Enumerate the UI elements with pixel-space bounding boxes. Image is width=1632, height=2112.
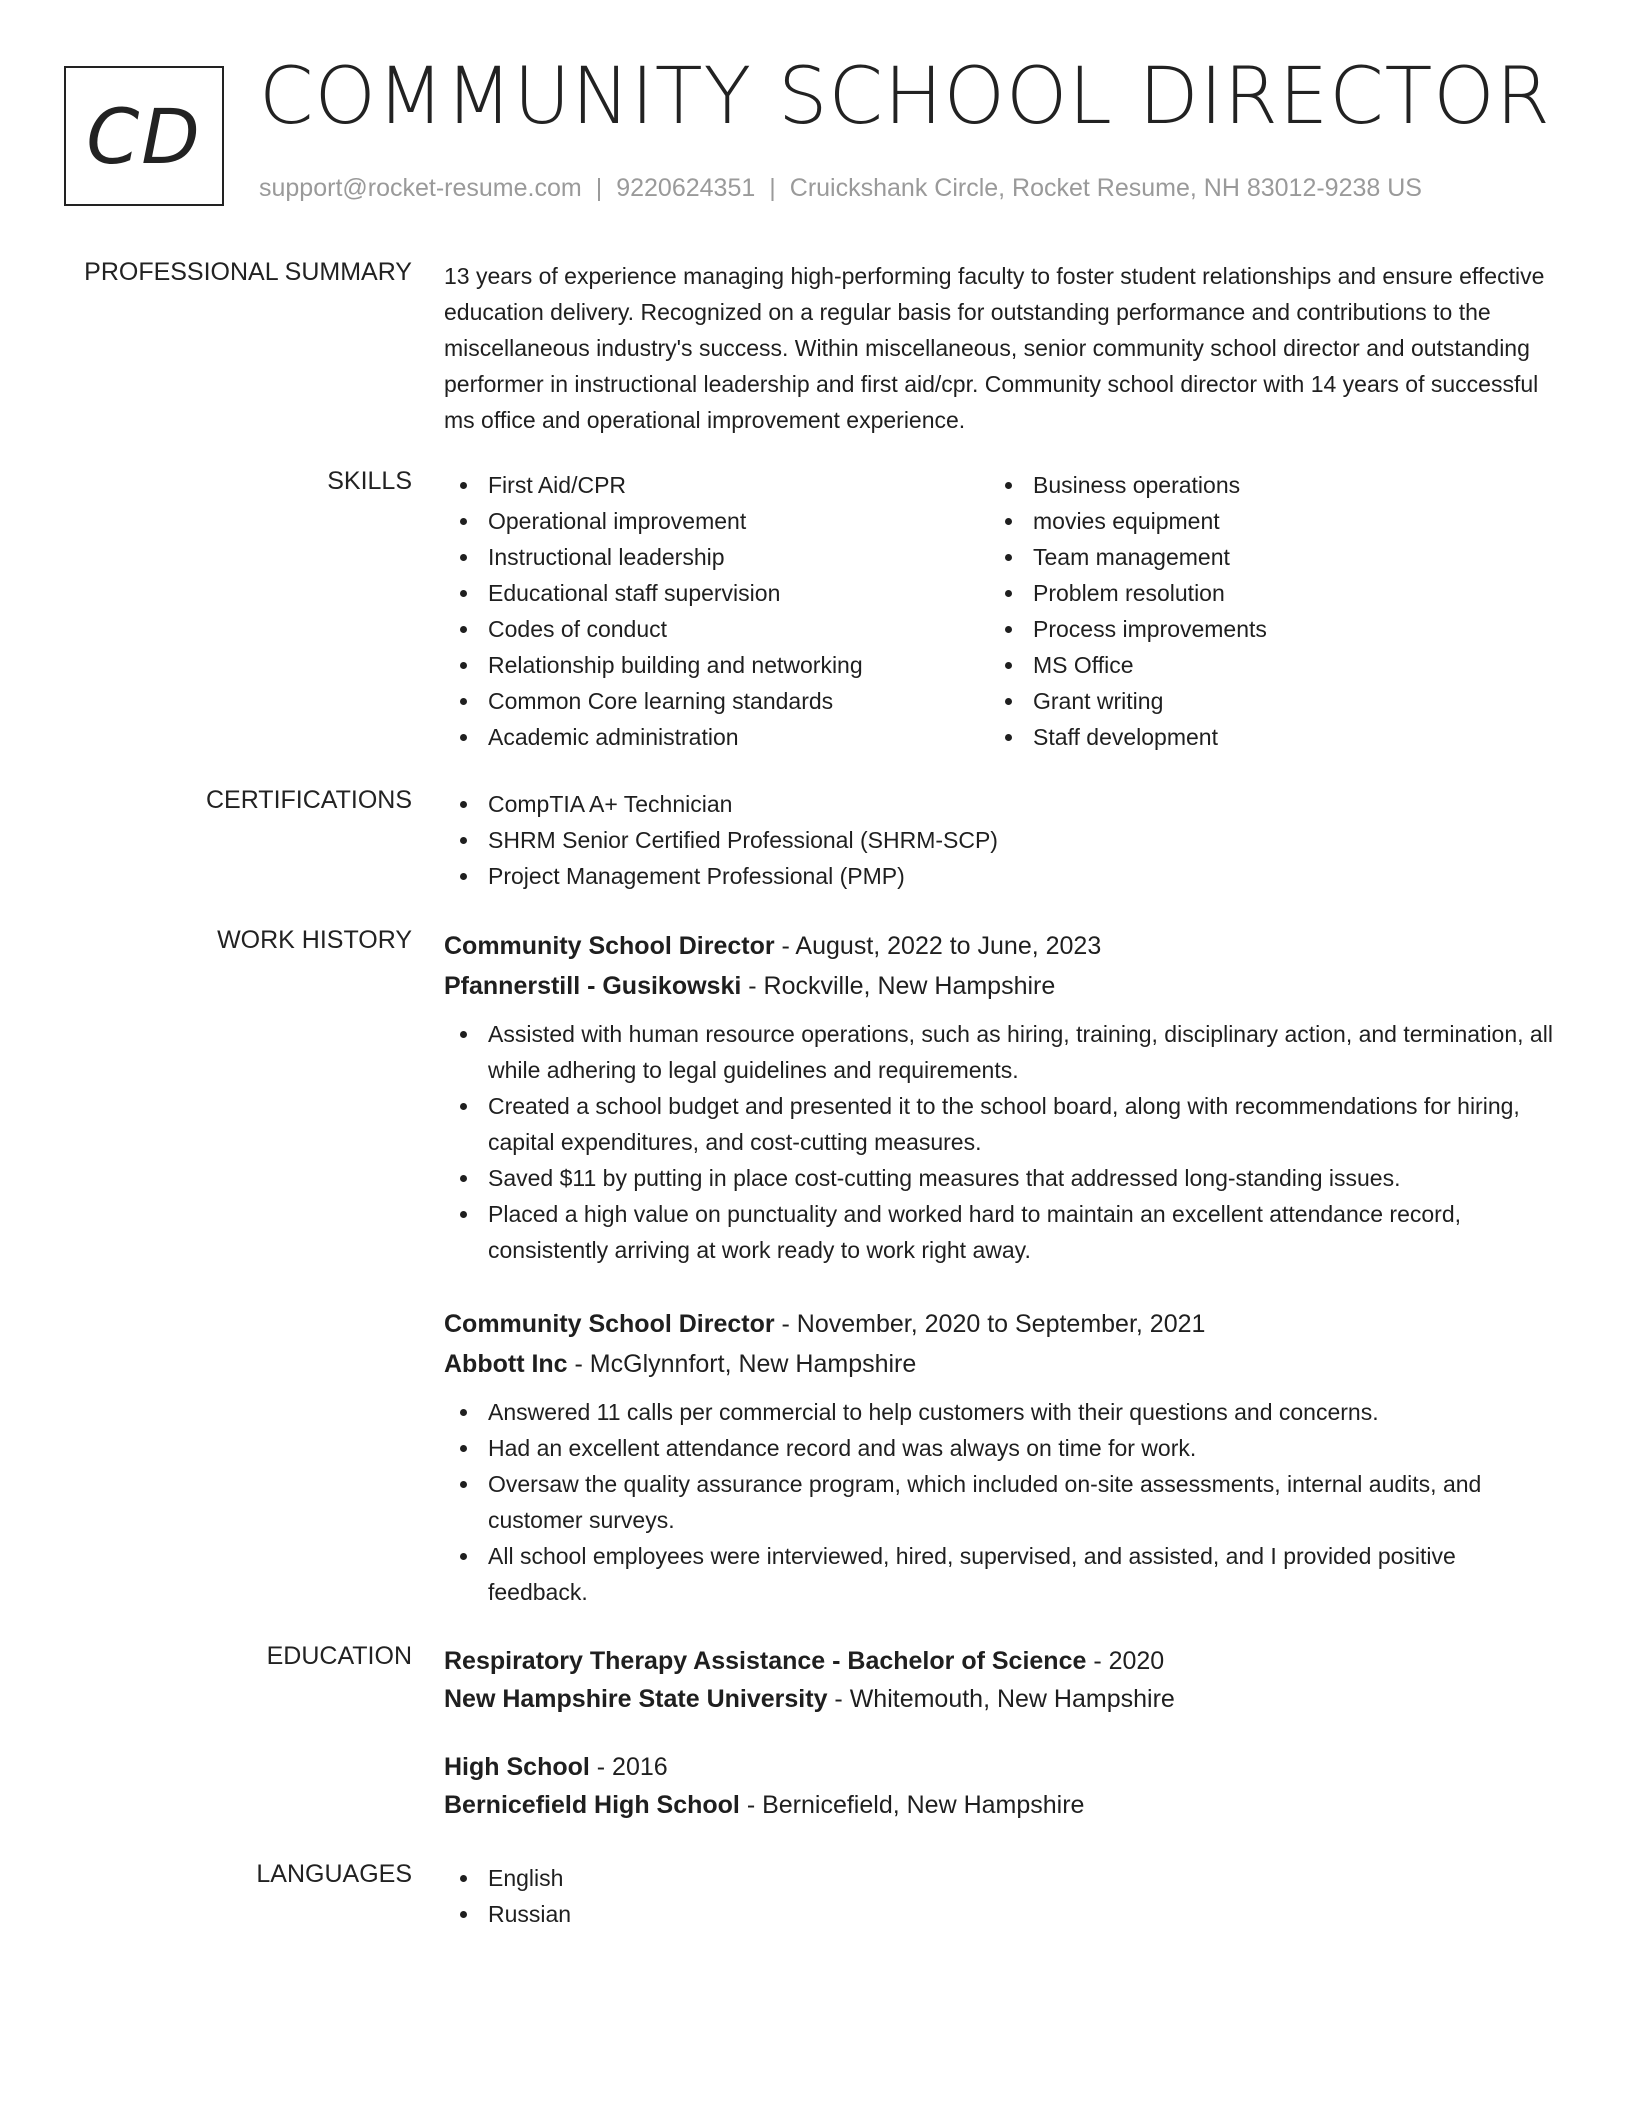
list-item: Problem resolution xyxy=(989,575,1534,611)
list-item: Academic administration xyxy=(444,719,989,755)
job-location: - McGlynnfort, New Hampshire xyxy=(567,1350,917,1378)
school: Bernicefield High School xyxy=(444,1791,740,1819)
school-line xyxy=(444,1786,1554,1824)
list-item: Educational staff supervision xyxy=(444,575,989,611)
job-bullets xyxy=(444,1016,1554,1268)
job-title: Community School Director xyxy=(444,1310,775,1338)
list-item: All school employees were interviewed, hired, supervised, and assisted, and I provided positive feedback. xyxy=(444,1538,1554,1610)
degree-year: - 2020 xyxy=(1086,1647,1165,1675)
list-item: MS Office xyxy=(989,647,1534,683)
job-title: Community School Director xyxy=(444,932,775,960)
job-dates: - November, 2020 to September, 2021 xyxy=(774,1310,1206,1338)
section-label-summary: PROFESSIONAL SUMMARY xyxy=(84,258,412,286)
job-dates: - August, 2022 to June, 2023 xyxy=(774,932,1102,960)
degree-year: - 2016 xyxy=(589,1753,668,1781)
list-item: Relationship building and networking xyxy=(444,647,989,683)
school-location: - Whitemouth, New Hampshire xyxy=(827,1685,1175,1713)
list-item: SHRM Senior Certified Professional (SHRM-SCP) xyxy=(444,822,1554,858)
degree-line xyxy=(444,1642,1554,1680)
job-company: Pfannerstill - Gusikowski xyxy=(444,972,742,1000)
section-label-education: EDUCATION xyxy=(266,1642,412,1670)
job-company-line xyxy=(444,1344,1554,1384)
skills-list-left xyxy=(444,467,989,755)
education-entry xyxy=(444,1642,1554,1718)
contact-line xyxy=(259,174,1422,203)
list-item: Staff development xyxy=(989,719,1534,755)
monogram: CD xyxy=(64,66,224,206)
degree: High School xyxy=(444,1753,590,1781)
section-label-work-history: WORK HISTORY xyxy=(217,926,412,954)
list-item: Operational improvement xyxy=(444,503,989,539)
list-item: Instructional leadership xyxy=(444,539,989,575)
list-item: First Aid/CPR xyxy=(444,467,989,503)
summary-text: 13 years of experience managing high-performing faculty to foster student relationships and ensure effective education delivery. Recognized on a regular basis for outstanding performance and contributions to the miscellaneous industry's success. Within miscellaneous, senior community school director and outstanding performer in instructional leadership and first aid/cpr. Community school director with 14 years of successful ms office and operational improvement experience. xyxy=(444,263,1545,433)
list-item: movies equipment xyxy=(989,503,1534,539)
list-item: Common Core learning standards xyxy=(444,683,989,719)
section-label-languages: LANGUAGES xyxy=(256,1860,412,1888)
job-title-line xyxy=(444,1304,1554,1344)
section-label-skills: SKILLS xyxy=(327,467,412,495)
degree-line xyxy=(444,1748,1554,1786)
list-item: Created a school budget and presented it to the school board, along with recommendations for hiring, capital expenditures, and cost-cutting measures. xyxy=(444,1088,1554,1160)
languages-list xyxy=(444,1860,1554,1932)
education-body xyxy=(444,1642,1554,1854)
job-title-line xyxy=(444,926,1554,966)
phone-text: 9220624351 xyxy=(616,174,756,202)
list-item: Russian xyxy=(444,1896,1554,1932)
job-bullets xyxy=(444,1394,1554,1610)
degree: Respiratory Therapy Assistance - Bachelor of Science xyxy=(444,1647,1087,1675)
list-item: Assisted with human resource operations, such as hiring, training, disciplinary action, and termination, all while adhering to legal guidelines and requirements. xyxy=(444,1016,1554,1088)
list-item: Codes of conduct xyxy=(444,611,989,647)
email-link[interactable]: support@rocket-resume.com xyxy=(259,174,582,202)
separator: | xyxy=(769,174,776,202)
list-item: Placed a high value on punctuality and worked hard to maintain an excellent attendance record, consistently arriving at work ready to work right away. xyxy=(444,1196,1554,1268)
job-location: - Rockville, New Hampshire xyxy=(741,972,1056,1000)
list-item: Grant writing xyxy=(989,683,1534,719)
list-item: Team management xyxy=(989,539,1534,575)
job-company: Abbott Inc xyxy=(444,1350,568,1378)
certifications-list xyxy=(444,786,1554,894)
page-title: COMMUNITY SCHOOL DIRECTOR xyxy=(259,52,1551,142)
job-entry xyxy=(444,1304,1554,1610)
address-text: Cruickshank Circle, Rocket Resume, NH 83012-9238 US xyxy=(789,174,1422,202)
skills-list-right xyxy=(989,467,1534,755)
list-item: Project Management Professional (PMP) xyxy=(444,858,1554,894)
school: New Hampshire State University xyxy=(444,1685,828,1713)
list-item: Business operations xyxy=(989,467,1534,503)
school-location: - Bernicefield, New Hampshire xyxy=(739,1791,1085,1819)
job-company-line xyxy=(444,966,1554,1006)
list-item: English xyxy=(444,1860,1554,1896)
list-item: Saved $11 by putting in place cost-cutting measures that addressed long-standing issues. xyxy=(444,1160,1554,1196)
skills-grid xyxy=(444,467,1554,755)
list-item: Oversaw the quality assurance program, which included on-site assessments, internal audits, and customer surveys. xyxy=(444,1466,1554,1538)
list-item: CompTIA A+ Technician xyxy=(444,786,1554,822)
list-item: Had an excellent attendance record and was always on time for work. xyxy=(444,1430,1554,1466)
list-item: Answered 11 calls per commercial to help customers with their questions and concerns. xyxy=(444,1394,1554,1430)
separator: | xyxy=(595,174,603,202)
section-label-certifications: CERTIFICATIONS xyxy=(205,786,412,814)
school-line xyxy=(444,1680,1554,1718)
education-entry xyxy=(444,1748,1554,1824)
work-history-body xyxy=(444,926,1554,1646)
job-entry xyxy=(444,926,1554,1268)
list-item: Process improvements xyxy=(989,611,1534,647)
